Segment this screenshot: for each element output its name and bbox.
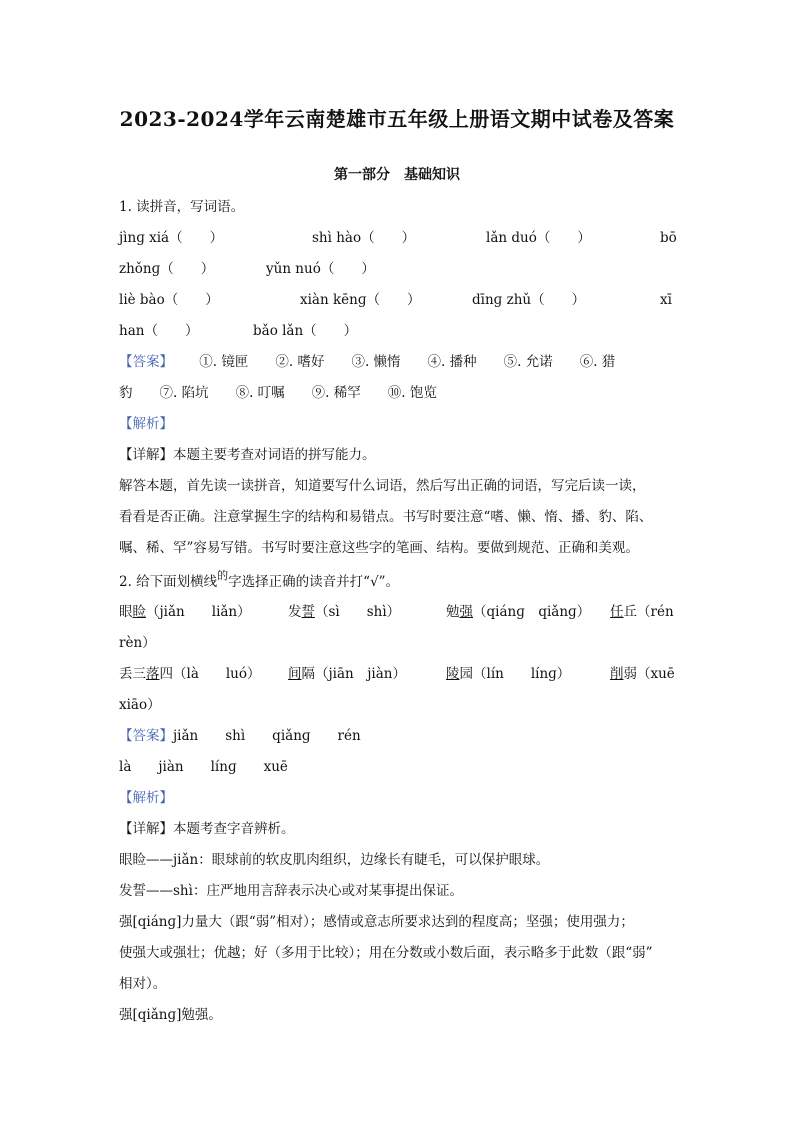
pinyin-item: xī bbox=[660, 292, 672, 308]
analysis-tag: 【解析】 bbox=[119, 790, 173, 806]
choice-options: 弱（xuē bbox=[623, 666, 675, 682]
underlined-char: 落 bbox=[146, 666, 160, 682]
choice-options: 隔（jiān jiàn） bbox=[301, 666, 406, 682]
pinyin-item: jìnɡ xiá（ ） bbox=[119, 230, 224, 246]
pinyin-item: bō bbox=[660, 230, 677, 246]
underlined-char: 誓 bbox=[301, 604, 315, 620]
word-part: 眼 bbox=[119, 604, 133, 620]
choice-options: 四（là luó） bbox=[159, 666, 261, 682]
answer-text: ①. 镜匣 ②. 嗜好 ③. 懒惰 ④. 播种 ⑤. 允诺 ⑥. 猎 bbox=[199, 354, 616, 370]
body-text: 强[qiǎnɡ]勉强。 bbox=[119, 1007, 222, 1023]
question-1-prompt: 1. 读拼音，写词语。 bbox=[119, 199, 245, 215]
pinyin-item: yǔn nuó（ ） bbox=[266, 261, 375, 277]
choice-options: 丘（rén bbox=[623, 604, 674, 620]
pinyin-item: xiàn kēnɡ（ ） bbox=[300, 292, 421, 308]
body-text: 发誓——shì：庄严地用言辞表示决心或对某事提出保证。 bbox=[119, 883, 463, 899]
body-text: 解答本题，首先读一读拼音，知道要写什么词语，然后写出正确的词语，写完后读一读， bbox=[119, 478, 646, 494]
body-text: 看看是否正确。注意掌握生字的结构和易错点。书写时要注意“嗜、懒、惰、播、豹、陷、 bbox=[119, 509, 653, 525]
answer-tag: 【答案】 bbox=[119, 728, 173, 744]
underlined-char: 任 bbox=[610, 604, 624, 620]
underlined-char: 陵 bbox=[446, 666, 460, 682]
choice-continuation: rèn） bbox=[119, 635, 156, 651]
prompt-text: 字选择正确的读音并打“√”。 bbox=[228, 574, 400, 590]
choice-item bbox=[119, 664, 261, 684]
section-heading: 第一部分 基础知识 bbox=[334, 167, 460, 183]
body-text: 使强大或强壮；优越；好（多用于比较）；用在分数或小数后面，表示略多于此数（跟“弱” bbox=[119, 945, 653, 961]
answer-tag: 【答案】 bbox=[119, 354, 173, 370]
choice-options: 园（lín línɡ） bbox=[459, 666, 571, 682]
underlined-char: 睑 bbox=[132, 604, 146, 620]
answer-continuation: 豹 ⑦. 陷坑 ⑧. 叮嘱 ⑨. 稀罕 ⑩. 饱览 bbox=[119, 385, 437, 401]
choice-options: （sì shì） bbox=[315, 604, 401, 620]
pinyin-item: han（ ） bbox=[119, 323, 199, 339]
answer-line bbox=[119, 352, 615, 372]
pinyin-item: liè bào（ ） bbox=[119, 292, 219, 308]
pinyin-item: shì hào（ ） bbox=[312, 230, 416, 246]
choice-options: （qiánɡ qiǎnɡ） bbox=[473, 604, 591, 620]
body-text: 眼睑——jiǎn：眼球前的软皮肌肉组织，边缘长有睫毛，可以保护眼球。 bbox=[119, 852, 550, 868]
prompt-superscript: 的 bbox=[217, 569, 229, 582]
choice-item bbox=[119, 602, 251, 622]
word-part: 勉 bbox=[446, 604, 460, 620]
choice-item bbox=[288, 602, 400, 622]
underlined-char: 强 bbox=[459, 604, 473, 620]
detail-line: 【详解】本题主要考查对词语的拼写能力。 bbox=[119, 447, 376, 463]
word-part: 发 bbox=[288, 604, 302, 620]
body-text: 相对）。 bbox=[119, 976, 167, 992]
choice-item bbox=[610, 664, 675, 684]
word-part: 丢三 bbox=[119, 666, 146, 682]
underlined-char: 削 bbox=[610, 666, 624, 682]
pinyin-item: dīnɡ zhǔ（ ） bbox=[472, 292, 586, 308]
choice-item bbox=[288, 664, 406, 684]
body-text: 嘱、稀、罕”容易写错。书写时要注意这些字的笔画、结构。要做到规范、正确和美观。 bbox=[119, 540, 639, 556]
pinyin-item: zhǒnɡ（ ） bbox=[119, 261, 215, 277]
answer-line bbox=[119, 726, 361, 746]
choice-item bbox=[446, 664, 570, 684]
choice-continuation: xiāo） bbox=[119, 697, 161, 713]
pinyin-item: lǎn duó（ ） bbox=[486, 230, 591, 246]
analysis-tag: 【解析】 bbox=[119, 416, 173, 432]
detail-line: 【详解】本题考查字音辨析。 bbox=[119, 821, 295, 837]
choice-item bbox=[610, 602, 674, 622]
choice-item bbox=[446, 602, 590, 622]
underlined-char: 间 bbox=[288, 666, 302, 682]
body-text: 强[qiánɡ]力量大（跟“弱”相对）；感情或意志所要求达到的程度高；坚强；使用强力； bbox=[119, 914, 634, 930]
pinyin-item: bǎo lǎn（ ） bbox=[253, 323, 358, 339]
question-2-prompt bbox=[119, 569, 400, 593]
prompt-text: 2. 给下面划横线 bbox=[119, 574, 218, 590]
choice-options: （jiǎn liǎn） bbox=[146, 604, 251, 620]
answer-text: jiǎn shì qiǎnɡ rén bbox=[173, 728, 361, 744]
document-title: 2023-2024学年云南楚雄市五年级上册语文期中试卷及答案 bbox=[119, 107, 675, 131]
answer-continuation: là jiàn línɡ xuē bbox=[119, 759, 288, 775]
